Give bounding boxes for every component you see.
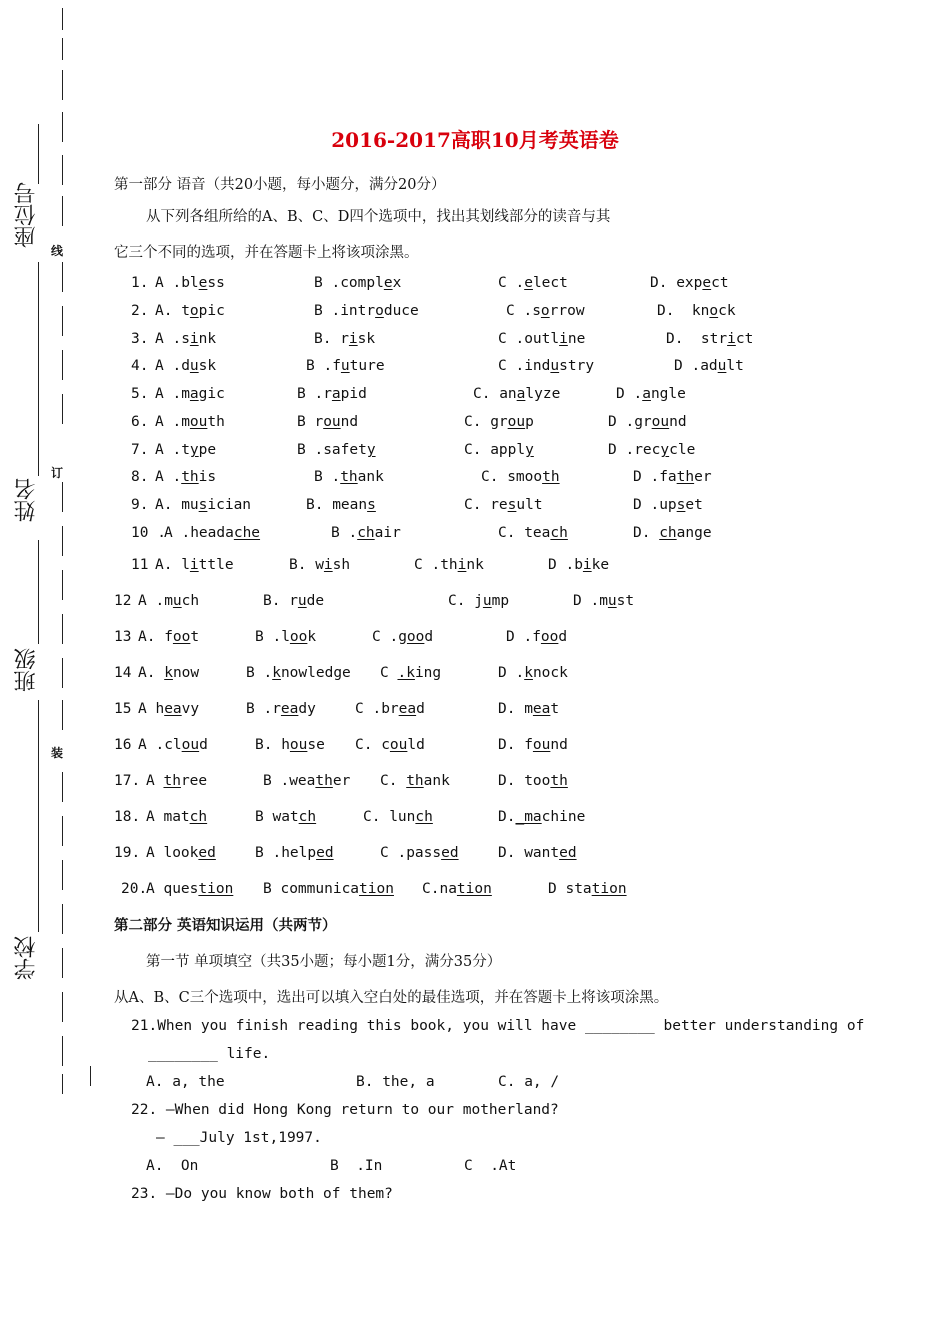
option-b: B. risk — [314, 331, 376, 347]
option-d: D. tooth — [498, 773, 568, 789]
q21-stem-2: ________ life. — [148, 1046, 271, 1062]
underlined-letters: ou — [323, 414, 341, 430]
option-c: C. apply — [464, 442, 534, 458]
option-a: A heavy — [138, 701, 200, 717]
q22-stem-1: 22. —When did Hong Kong return to our motherland? — [131, 1102, 559, 1118]
option-d: D. strict — [666, 331, 754, 347]
option-c: C. lunch — [363, 809, 433, 825]
option-c: C .king — [380, 665, 442, 681]
option-b: B .look — [255, 629, 317, 645]
underlined-letters: oo — [172, 629, 191, 645]
option-a: A match — [146, 809, 208, 825]
question-number: 11 — [131, 557, 149, 573]
option-b: B .ready — [246, 701, 316, 717]
question-number: 14 — [114, 665, 132, 681]
underlined-letters: i — [323, 557, 333, 573]
part2-heading: 第二部分 英语知识运用（共两节） — [114, 917, 337, 934]
option-b: B .knowledge — [246, 665, 351, 681]
option-b: B .chair — [331, 525, 401, 541]
exam-title: 2016-2017高职10月考英语卷 — [331, 128, 619, 152]
option-c: C .outline — [498, 331, 586, 347]
option-a: A .dusk — [155, 358, 217, 374]
underlined-letters: u — [340, 358, 350, 374]
option-d: D. found — [498, 737, 568, 753]
option-d: D station — [548, 881, 627, 897]
option-d: D .bike — [548, 557, 610, 573]
option-c: C .sorrow — [506, 303, 585, 319]
question-number: 19. — [114, 845, 141, 861]
option-c: C .think — [414, 557, 484, 573]
part1-instruction-2: 它三个不同的选项，并在答题卡上将该项涂黑。 — [114, 245, 419, 261]
underlined-letters: e — [702, 275, 712, 291]
option-a: A three — [146, 773, 208, 789]
underlined-letters: o — [189, 303, 199, 319]
underlined-letters: u — [550, 358, 560, 374]
underlined-letters: i — [189, 557, 199, 573]
name-label: 姓名 — [14, 478, 39, 522]
underlined-letters: s — [198, 497, 208, 513]
underlined-letters: i — [457, 557, 467, 573]
underlined-letters: th — [181, 469, 199, 485]
question-number: 18. — [114, 809, 141, 825]
underlined-letters: s — [367, 497, 376, 513]
q22-option-c: C .At — [464, 1158, 517, 1174]
underlined-letters: oo — [406, 629, 425, 645]
underlined-letters: y — [660, 442, 670, 458]
question-number: 12 — [114, 593, 132, 609]
underlined-letters: i — [189, 331, 199, 347]
question-number: 16 — [114, 737, 132, 753]
underlined-letters: tion — [591, 881, 627, 897]
question-number: 4. — [131, 358, 149, 374]
option-b: B. wish — [289, 557, 351, 573]
option-a: A. topic — [155, 303, 225, 319]
q21-stem-1: 21.When you finish reading this book, you will have ________ better understanding of — [131, 1018, 865, 1034]
underlined-letters: y — [366, 442, 376, 458]
underlined-letters: ed — [198, 845, 216, 861]
option-b: B .introduce — [314, 303, 419, 319]
underlined-letters: k — [272, 665, 281, 681]
underlined-letters: oo — [540, 629, 559, 645]
option-c: C. could — [355, 737, 425, 753]
underlined-letters: che — [233, 525, 261, 541]
binding-mark-line: 线 — [51, 244, 64, 258]
option-d: D. meat — [498, 701, 560, 717]
underlined-letters: a — [331, 386, 341, 402]
q22-stem-2: — ___July 1st,1997. — [156, 1130, 322, 1146]
option-d: D .recycle — [608, 442, 696, 458]
underlined-letters: u — [189, 358, 199, 374]
option-a: A .mouth — [155, 414, 225, 430]
option-d: D .food — [506, 629, 568, 645]
part1-heading: 第一部分 语音（共20小题，每小题分，满分20分） — [114, 177, 446, 193]
option-a: A .type — [155, 442, 217, 458]
underlined-letters: ou — [389, 737, 408, 753]
option-a: A .cloud — [138, 737, 208, 753]
underlined-letters: ou — [189, 414, 208, 430]
school-label: 学校 — [14, 936, 39, 980]
underlined-letters: a — [642, 386, 651, 402]
underlined-letters: ea — [398, 701, 417, 717]
option-a: A .sink — [155, 331, 217, 347]
underlined-letters: ou — [532, 737, 551, 753]
underlined-letters: ch — [659, 525, 677, 541]
option-c: C .bread — [355, 701, 425, 717]
option-a: A question — [146, 881, 234, 897]
underlined-letters: s — [507, 497, 517, 513]
option-d: D .ground — [608, 414, 687, 430]
option-d: D._machine — [498, 809, 586, 825]
underlined-letters: ou — [181, 737, 200, 753]
option-a: A. little — [155, 557, 234, 573]
underlined-letters: k — [164, 665, 173, 681]
option-c: C .good — [372, 629, 434, 645]
option-d: D .angle — [616, 386, 686, 402]
underlined-letters: y — [189, 442, 199, 458]
seat-label: 座位号 — [14, 182, 39, 248]
underlined-letters: ch — [550, 525, 568, 541]
question-number: 15 — [114, 701, 132, 717]
option-c: C. smooth — [481, 469, 560, 485]
part2-section1: 第一节 单项填空（共35小题；每小题1分，满分35分） — [146, 954, 502, 970]
underlined-letters: _ma — [515, 809, 542, 825]
question-number: 2. — [131, 303, 149, 319]
class-label: 班级 — [14, 648, 39, 692]
option-b: B. means — [306, 497, 376, 513]
option-a: A looked — [146, 845, 216, 861]
q23-stem-1: 23. —Do you know both of them? — [131, 1186, 393, 1202]
option-d: D .father — [633, 469, 712, 485]
underlined-letters: th — [542, 469, 560, 485]
option-c: C. result — [464, 497, 543, 513]
option-a: A. musician — [155, 497, 252, 513]
option-d: D .knock — [498, 665, 568, 681]
option-b: B communication — [263, 881, 394, 897]
underlined-letters: a — [516, 386, 526, 402]
part1-instruction-1: 从下列各组所给的A、B、C、D四个选项中，找出其划线部分的读音与其 — [146, 209, 611, 225]
underlined-letters: u — [297, 593, 307, 609]
underlined-letters: ch — [357, 525, 375, 541]
underlined-letters: ea — [532, 701, 551, 717]
class-line — [38, 540, 39, 644]
underlined-letters: ed — [559, 845, 577, 861]
part2-instruction: 从A、B、C三个选项中，选出可以填入空白处的最佳选项，并在答题卡上将该项涂黑。 — [114, 990, 669, 1006]
option-a: A .much — [138, 593, 200, 609]
option-a: A .bless — [155, 275, 225, 291]
underlined-letters: o — [375, 303, 384, 319]
underlined-letters: tion — [198, 881, 234, 897]
option-b: B round — [297, 414, 359, 430]
option-c: C. teach — [498, 525, 568, 541]
underlined-letters: u — [717, 358, 727, 374]
name-line — [38, 262, 39, 476]
q22-option-a: A. On — [146, 1158, 199, 1174]
question-number: 9. — [131, 497, 149, 513]
question-number: 20. — [121, 881, 148, 897]
option-d: D .adult — [674, 358, 744, 374]
option-a: A. know — [138, 665, 200, 681]
underlined-letters: o — [540, 303, 550, 319]
question-number: 3. — [131, 331, 149, 347]
underlined-letters: i — [348, 331, 358, 347]
underlined-letters: e — [198, 275, 208, 291]
underlined-letters: y — [525, 442, 534, 458]
underlined-letters: th — [315, 773, 333, 789]
option-b: B .weather — [263, 773, 351, 789]
underlined-letters: s — [676, 497, 686, 513]
option-a: A. foot — [138, 629, 200, 645]
underlined-letters: th — [340, 469, 358, 485]
underlined-letters: ch — [298, 809, 317, 825]
question-number: 17. — [114, 773, 141, 789]
underlined-letters: k — [524, 665, 533, 681]
question-number: 1. — [131, 275, 149, 291]
underlined-letters: ch — [189, 809, 208, 825]
option-d: D. wanted — [498, 845, 577, 861]
question-number: 10 . — [131, 525, 166, 541]
option-d: D. knock — [657, 303, 736, 319]
option-d: D .must — [573, 593, 635, 609]
option-c: C .elect — [498, 275, 568, 291]
underlined-letters: oo — [289, 629, 308, 645]
option-a: A .magic — [155, 386, 225, 402]
option-b: B .rapid — [297, 386, 367, 402]
underlined-letters: i — [727, 331, 736, 347]
option-b: B .future — [306, 358, 385, 374]
underlined-letters: ou — [289, 737, 308, 753]
option-c: C. analyze — [473, 386, 561, 402]
underlined-letters: th — [406, 773, 424, 789]
underlined-letters: tion — [359, 881, 394, 897]
underlined-letters: ea — [164, 701, 182, 717]
option-d: D. change — [633, 525, 712, 541]
option-b: B. house — [255, 737, 325, 753]
question-number: 8. — [131, 469, 149, 485]
q21-option-a: A. a, the — [146, 1074, 225, 1090]
option-b: B .safety — [297, 442, 376, 458]
underlined-letters: th — [676, 469, 695, 485]
underlined-letters: ou — [651, 414, 670, 430]
question-number: 6. — [131, 414, 149, 430]
question-number: 13 — [114, 629, 132, 645]
option-b: B watch — [255, 809, 317, 825]
option-a: A .headache — [164, 525, 261, 541]
option-b: B .complex — [314, 275, 402, 291]
option-c: C. group — [464, 414, 534, 430]
option-c: C. jump — [448, 593, 510, 609]
option-d: D. expect — [650, 275, 729, 291]
option-d: D .upset — [633, 497, 703, 513]
school-line — [38, 700, 39, 932]
binding-mark-ding: 订 — [51, 466, 64, 480]
option-c: C. thank — [380, 773, 450, 789]
underlined-letters: th — [550, 773, 568, 789]
binding-mark-zhuang: 装 — [51, 746, 64, 760]
underlined-letters: th — [163, 773, 181, 789]
underlined-letters: tion — [456, 881, 492, 897]
q21-option-c: C. a, / — [498, 1074, 560, 1090]
underlined-letters: .k — [397, 665, 415, 681]
underlined-letters: o — [709, 303, 719, 319]
underlined-letters: u — [607, 593, 617, 609]
underlined-letters: e — [383, 275, 393, 291]
option-a: A .this — [155, 469, 217, 485]
underlined-letters: ed — [316, 845, 334, 861]
option-b: B .helped — [255, 845, 334, 861]
question-number: 5. — [131, 386, 149, 402]
option-c: C.nation — [422, 881, 492, 897]
underlined-letters: u — [172, 593, 182, 609]
option-c: C .industry — [498, 358, 595, 374]
underlined-letters: ou — [507, 414, 526, 430]
option-b: B. rude — [263, 593, 325, 609]
q21-option-b: B. the, a — [356, 1074, 435, 1090]
option-c: C .passed — [380, 845, 459, 861]
question-number: 7. — [131, 442, 149, 458]
underlined-letters: ea — [280, 701, 299, 717]
q22-option-b: B .In — [330, 1158, 383, 1174]
underlined-letters: e — [524, 275, 533, 291]
underlined-letters: a — [189, 386, 199, 402]
underlined-letters: ed — [441, 845, 459, 861]
underlined-letters: ch — [415, 809, 433, 825]
underlined-letters: u — [482, 593, 492, 609]
option-b: B .thank — [314, 469, 384, 485]
underlined-letters: i — [559, 331, 568, 347]
underlined-letters: i — [582, 557, 592, 573]
